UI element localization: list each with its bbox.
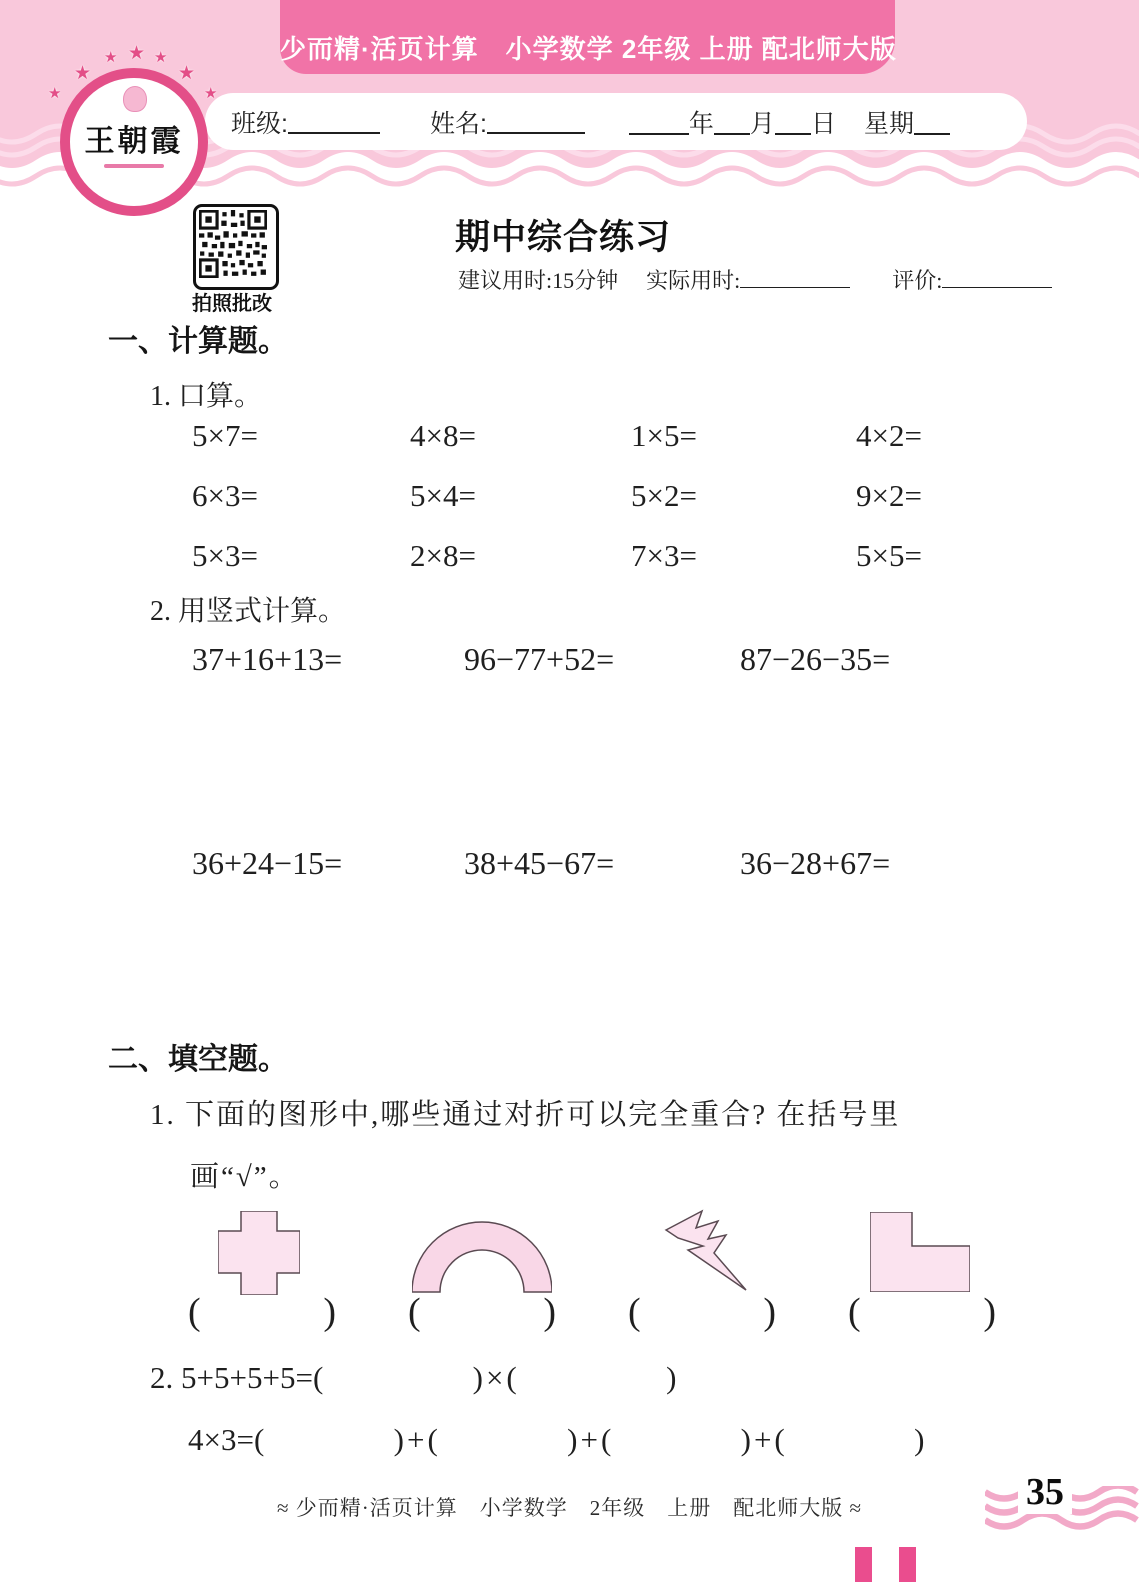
vertical-problem: 87−26−35= — [740, 641, 891, 677]
vertical-heading: 2. 用竖式计算。 — [150, 596, 347, 627]
q2-line2-prefix: 4×3= — [188, 1422, 254, 1457]
star-icon: ★ — [204, 86, 218, 102]
star-icon: ★ — [154, 50, 168, 66]
star-icon: ★ — [74, 63, 92, 84]
rating-label: 评价: — [892, 268, 943, 293]
star-icon: ★ — [128, 43, 146, 64]
paren-close: ) — [983, 1291, 996, 1333]
vertical-problem: 36−28+67= — [740, 845, 891, 881]
star-icon: ★ — [48, 86, 62, 102]
q2-blank[interactable] — [427, 1422, 577, 1458]
oral-problem: 5×2= — [631, 478, 697, 513]
paren-close: ) — [472, 1360, 483, 1395]
actual-time-blank[interactable] — [740, 269, 850, 288]
week-blank[interactable] — [914, 111, 950, 135]
logo-badge — [60, 68, 208, 216]
arch-shape — [412, 1218, 552, 1298]
series-title: 少而精·活页计算 小学数学 2年级 上册 配北师大版 — [280, 34, 897, 64]
paren-close: ) — [914, 1422, 925, 1457]
paren-open: ( — [312, 1360, 324, 1395]
month-blank[interactable] — [714, 111, 750, 135]
paren-close: ) — [763, 1291, 776, 1333]
paren-close: ) — [543, 1291, 556, 1333]
q2-line2 — [188, 1422, 924, 1458]
paren-open: ( — [253, 1422, 265, 1457]
actual-time-label: 实际用时: — [646, 268, 741, 293]
q2-blank[interactable] — [506, 1360, 676, 1396]
year-blank[interactable] — [629, 111, 689, 135]
brand-underline — [104, 164, 164, 168]
plus-shape — [218, 1211, 300, 1300]
q2-blank[interactable] — [774, 1422, 924, 1458]
answer-parens-1[interactable] — [188, 1290, 336, 1334]
oral-problem: 7×3= — [631, 538, 697, 573]
oral-problem: 5×3= — [192, 538, 258, 573]
brand-logo — [38, 40, 228, 230]
day-blank[interactable] — [775, 111, 811, 135]
series-banner — [280, 0, 895, 74]
portrait-icon — [123, 86, 147, 112]
oral-problem: 5×4= — [410, 478, 476, 513]
oral-problem: 9×2= — [856, 478, 922, 513]
section-one-heading: 一、计算题。 — [108, 325, 288, 358]
times-sign: × — [485, 1360, 504, 1395]
paren-close: ) — [323, 1291, 336, 1333]
oral-problem: 2×8= — [410, 538, 476, 573]
week-label: 星期 — [863, 109, 914, 138]
plus-sign: + — [753, 1422, 772, 1457]
paren-open: ( — [427, 1422, 438, 1457]
paren-open: ( — [628, 1291, 641, 1333]
oral-problem: 5×7= — [192, 418, 258, 453]
oral-problem: 4×2= — [856, 418, 922, 453]
q1-line1: 1. 下面的图形中,哪些通过对折可以完全重合? 在括号里 — [150, 1099, 901, 1131]
year-label: 年 — [688, 109, 714, 138]
answer-parens-2[interactable] — [408, 1290, 556, 1334]
plus-sign: + — [580, 1422, 598, 1457]
name-blank[interactable] — [487, 110, 585, 134]
oral-heading: 1. 口算。 — [150, 381, 263, 412]
page-title: 期中综合练习 — [455, 218, 672, 257]
bottom-accent-bar — [855, 1547, 872, 1582]
vertical-problem: 37+16+13= — [192, 641, 343, 677]
name-label: 姓名: — [429, 109, 487, 138]
plus-sign: + — [406, 1422, 425, 1457]
answer-parens-4[interactable] — [848, 1290, 996, 1334]
vertical-problem: 96−77+52= — [464, 641, 615, 677]
paren-close: ) — [666, 1360, 677, 1395]
q2-blank[interactable] — [313, 1360, 483, 1396]
oral-problem: 4×8= — [410, 418, 476, 453]
q2-prefix: 2. 5+5+5+5= — [150, 1360, 313, 1395]
q2-blank[interactable] — [601, 1422, 751, 1458]
month-label: 月 — [749, 109, 775, 138]
lightning-shape — [660, 1208, 750, 1299]
paren-close: ) — [567, 1422, 578, 1457]
star-icon: ★ — [178, 63, 196, 84]
vertical-row-2 — [192, 845, 890, 882]
class-label: 班级: — [231, 109, 288, 138]
paren-open: ( — [506, 1360, 517, 1395]
paren-open: ( — [600, 1422, 612, 1457]
paren-open: ( — [774, 1422, 785, 1457]
q2-blank[interactable] — [254, 1422, 404, 1458]
answer-parens-3[interactable] — [628, 1290, 776, 1334]
student-info-bar — [205, 93, 1027, 150]
page-number: 35 — [1018, 1470, 1072, 1514]
oral-problems — [192, 418, 976, 574]
oral-problem: 1×5= — [631, 418, 697, 453]
vertical-problem: 36+24−15= — [192, 845, 343, 881]
star-icon: ★ — [104, 50, 118, 66]
bottom-accent-bar — [899, 1547, 916, 1582]
oral-problem: 5×5= — [856, 538, 922, 573]
rating-blank[interactable] — [942, 269, 1052, 288]
l-shape — [870, 1212, 970, 1297]
paren-close: ) — [393, 1422, 404, 1457]
paren-open: ( — [188, 1291, 201, 1333]
q1-line2: 画“√”。 — [190, 1161, 300, 1193]
day-label: 日 — [810, 109, 836, 138]
exam-meta — [458, 264, 1052, 295]
vertical-row-1 — [192, 641, 890, 678]
oral-problem: 6×3= — [192, 478, 258, 513]
qr-caption: 拍照批改 — [192, 293, 272, 315]
paren-open: ( — [408, 1291, 421, 1333]
class-blank[interactable] — [288, 110, 380, 134]
footer-series-text: ≈ 少而精·活页计算 小学数学 2年级 上册 配北师大版 ≈ — [276, 1496, 863, 1520]
q2-line1 — [150, 1360, 676, 1396]
brand-name: 王朝霞 — [84, 125, 184, 158]
paren-close: ) — [740, 1422, 751, 1457]
paren-open: ( — [848, 1291, 861, 1333]
section-two-heading: 二、填空题。 — [108, 1043, 288, 1076]
suggested-time: 建议用时:15分钟 — [458, 268, 619, 293]
vertical-problem: 38+45−67= — [464, 845, 615, 881]
